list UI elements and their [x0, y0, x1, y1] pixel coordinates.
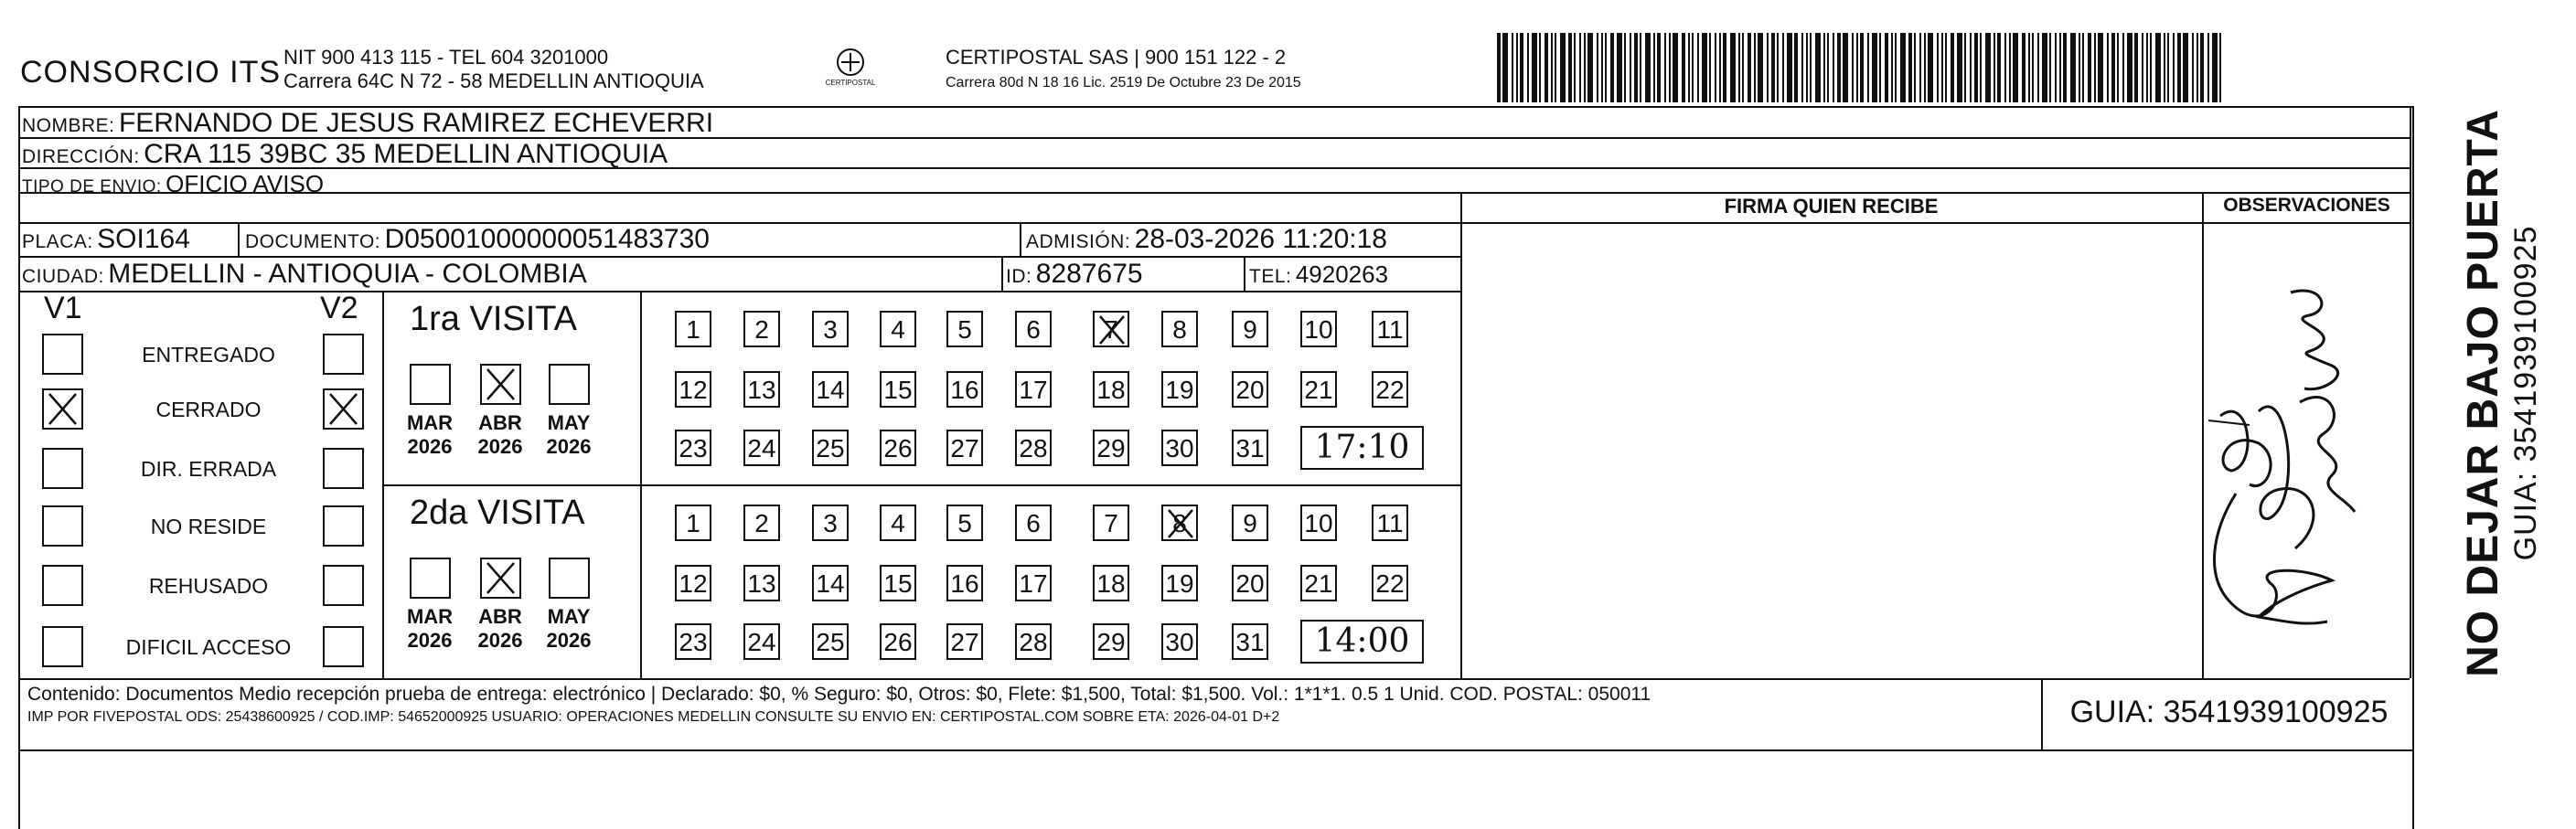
day-box[interactable] [1015, 505, 1052, 541]
month-name: ABR [478, 605, 522, 628]
day-number: 31 [1235, 628, 1265, 656]
direccion-label: DIRECCIÓN: [22, 146, 140, 167]
day-number: 8 [1172, 315, 1187, 344]
day-box[interactable] [946, 623, 983, 660]
day-number: 3 [823, 315, 838, 344]
day-box[interactable] [1015, 565, 1052, 601]
day-box[interactable] [1300, 505, 1337, 541]
day-mark-icon [1095, 313, 1128, 345]
day-box[interactable] [880, 371, 916, 408]
status-label: NO RESIDE [150, 515, 267, 538]
day-box[interactable] [1372, 565, 1408, 601]
day-box[interactable] [946, 430, 983, 466]
day-number: 15 [883, 376, 913, 404]
day-box[interactable] [880, 623, 916, 660]
v1-checkbox[interactable] [42, 448, 83, 489]
day-number: 9 [1243, 509, 1257, 537]
month-year: 2026 [407, 435, 453, 458]
tipo-envio-label: TIPO DE ENVIO: [22, 177, 162, 197]
day-box[interactable] [946, 311, 983, 347]
day-number: 9 [1243, 315, 1257, 344]
signature-scribble-icon [2195, 274, 2414, 658]
day-number: 26 [883, 434, 913, 462]
day-number: 29 [1096, 434, 1126, 462]
day-number: 1 [686, 509, 700, 537]
day-number: 23 [679, 628, 708, 656]
day-number: 30 [1165, 434, 1194, 462]
month-name: ABR [478, 411, 522, 434]
day-box[interactable] [1161, 371, 1198, 408]
day-number: 12 [679, 569, 708, 598]
day-box[interactable] [743, 430, 780, 466]
placa-value: SOI164 [97, 224, 190, 254]
day-box[interactable] [675, 505, 711, 541]
day-number: 18 [1096, 569, 1126, 598]
visit-title: 1ra VISITA [410, 300, 578, 338]
day-box[interactable] [1372, 505, 1408, 541]
day-box[interactable] [1232, 565, 1268, 601]
day-box[interactable] [1015, 371, 1052, 408]
footer-guia: GUIA: 3541939100925 [2069, 695, 2389, 729]
v1-label: V1 [44, 291, 82, 325]
day-number: 4 [891, 315, 905, 344]
month-checkbox[interactable] [480, 364, 521, 405]
day-box[interactable] [1232, 430, 1268, 466]
day-number: 13 [747, 376, 776, 404]
v2-label: V2 [320, 291, 358, 325]
day-box[interactable] [743, 565, 780, 601]
courier-license: Carrera 80d N 18 16 Lic. 2519 De Octubre 23 De 2015 [946, 75, 1301, 90]
day-number: 5 [957, 315, 972, 344]
day-box[interactable] [880, 565, 916, 601]
tipo-envio-value: OFICIO AVISO [166, 170, 325, 197]
day-box[interactable] [675, 430, 711, 466]
day-box[interactable] [946, 371, 983, 408]
courier-logo [823, 42, 878, 99]
month-name: MAY [547, 411, 591, 434]
v1-checkbox[interactable] [42, 505, 83, 547]
nombre-value: FERNANDO DE JESUS RAMIREZ ECHEVERRI [118, 108, 714, 138]
day-box[interactable] [675, 371, 711, 408]
day-number: 10 [1304, 509, 1333, 537]
day-number: 28 [1019, 434, 1048, 462]
admision-row [1026, 224, 1387, 255]
day-number: 7 [1104, 315, 1118, 344]
day-box[interactable] [1093, 623, 1129, 660]
day-mark-icon [1163, 506, 1196, 539]
day-number: 13 [747, 569, 776, 598]
courier-name: CERTIPOSTAL SAS | 900 151 122 - 2 [946, 46, 1287, 69]
day-number: 19 [1165, 376, 1194, 404]
id-value: 8287675 [1035, 259, 1143, 289]
day-box[interactable] [1161, 430, 1198, 466]
day-number: 18 [1096, 376, 1126, 404]
day-box[interactable] [743, 623, 780, 660]
month-checkbox[interactable] [410, 364, 451, 405]
status-label: ENTREGADO [142, 343, 275, 367]
day-box[interactable] [1232, 311, 1268, 347]
day-number: 17 [1019, 569, 1048, 598]
admision-value: 28-03-2026 11:20:18 [1134, 224, 1387, 254]
status-label: REHUSADO [148, 574, 269, 598]
day-box[interactable] [743, 371, 780, 408]
tel-value: 4920263 [1295, 260, 1389, 288]
side-guia: GUIA: 3541939100925 [2508, 225, 2543, 561]
day-box[interactable] [880, 311, 916, 347]
footer-line2: IMP POR FIVEPOSTAL ODS: 25438600925 / COD.IMP: 54652000925 USUARIO: OPERACIONES MEDELLIN CONSULTE SU ENVIO EN: CERTIPOSTAL.COM SOBRE ETA: 2026-04-01 D+2 [27, 709, 1280, 725]
day-box[interactable] [1093, 371, 1129, 408]
day-box[interactable] [1232, 505, 1268, 541]
ciudad-row [22, 259, 587, 290]
admision-label: ADMISIÓN: [1026, 231, 1131, 252]
day-number: 11 [1376, 315, 1404, 344]
day-box[interactable] [812, 623, 849, 660]
day-number: 27 [950, 628, 979, 656]
documento-row [245, 224, 710, 255]
day-box[interactable] [946, 565, 983, 601]
documento-value: D05001000000051483730 [384, 224, 710, 254]
day-number: 4 [891, 509, 905, 537]
nombre-row [22, 108, 713, 139]
day-box[interactable] [1015, 623, 1052, 660]
day-number: 16 [950, 569, 979, 598]
placa-label: PLACA: [22, 231, 93, 252]
courier-logo-icon [823, 42, 878, 99]
month-checkbox[interactable] [410, 558, 451, 599]
observaciones-header: OBSERVACIONES [2223, 195, 2390, 216]
day-number: 15 [883, 569, 913, 598]
month-checkbox[interactable] [549, 558, 590, 599]
ciudad-label: CIUDAD: [22, 266, 104, 287]
day-box[interactable] [1300, 565, 1337, 601]
visit-time: 14:00 [1300, 620, 1424, 664]
day-number: 20 [1235, 376, 1265, 404]
day-box[interactable] [1161, 311, 1198, 347]
day-number: 21 [1304, 569, 1333, 598]
day-box[interactable] [812, 371, 849, 408]
status-label: DIFICIL ACCESO [125, 635, 292, 659]
day-box[interactable] [1372, 371, 1408, 408]
visit-title: 2da VISITA [410, 494, 585, 532]
day-box[interactable] [1232, 371, 1268, 408]
day-number: 24 [747, 628, 776, 656]
day-box[interactable] [812, 430, 849, 466]
day-number: 6 [1026, 315, 1041, 344]
company-nit: NIT 900 413 115 - TEL 604 3201000 [283, 46, 609, 69]
day-number: 11 [1376, 509, 1404, 537]
barcode [1497, 33, 2227, 102]
no-dejar-bajo-puerta: NO DEJAR BAJO PUERTA [2459, 109, 2507, 677]
v2-checkbox[interactable] [323, 626, 364, 667]
day-number: 16 [950, 376, 979, 404]
day-box[interactable] [1015, 311, 1052, 347]
day-number: 14 [816, 569, 845, 598]
v2-checkbox[interactable] [323, 388, 364, 430]
day-box[interactable] [1300, 311, 1337, 347]
v2-checkbox[interactable] [323, 565, 364, 606]
tel-label: TEL: [1249, 266, 1292, 287]
day-number: 12 [679, 376, 708, 404]
day-number: 29 [1096, 628, 1126, 656]
day-box[interactable] [1161, 505, 1198, 541]
day-number: 5 [957, 509, 972, 537]
day-box[interactable] [1093, 565, 1129, 601]
month-year: 2026 [546, 629, 592, 652]
month-year: 2026 [546, 435, 592, 458]
month-year: 2026 [477, 629, 523, 652]
day-number: 19 [1165, 569, 1194, 598]
day-box[interactable] [1232, 623, 1268, 660]
day-box[interactable] [675, 623, 711, 660]
barcode-image [1497, 33, 2227, 102]
day-box[interactable] [1161, 565, 1198, 601]
day-number: 28 [1019, 628, 1048, 656]
day-number: 3 [823, 509, 838, 537]
v1-checkbox[interactable] [42, 565, 83, 606]
day-number: 17 [1019, 376, 1048, 404]
direccion-row [22, 139, 668, 170]
courier-logo-text: CERTIPOSTAL [825, 79, 876, 87]
month-name: MAR [406, 605, 454, 628]
day-box[interactable] [743, 505, 780, 541]
day-number: 22 [1375, 569, 1405, 598]
nombre-label: NOMBRE: [22, 115, 115, 136]
day-box[interactable] [1300, 371, 1337, 408]
day-box[interactable] [743, 311, 780, 347]
tel-row [1249, 260, 1388, 289]
company-name: CONSORCIO ITS [20, 55, 282, 90]
ciudad-value: MEDELLIN - ANTIOQUIA - COLOMBIA [108, 259, 587, 289]
day-number: 1 [686, 315, 700, 344]
month-year: 2026 [407, 629, 453, 652]
signature-header: FIRMA QUIEN RECIBE [1724, 195, 1939, 218]
placa-row [22, 224, 190, 255]
day-number: 27 [950, 434, 979, 462]
company-address: Carrera 64C N 72 - 58 MEDELLIN ANTIOQUIA [283, 69, 704, 92]
status-label: DIR. ERRADA [140, 457, 277, 481]
recipient-signature [2195, 274, 2414, 658]
v1-checkbox[interactable] [42, 626, 83, 667]
day-number: 25 [816, 628, 845, 656]
v1-checkbox[interactable] [42, 388, 83, 430]
v2-checkbox[interactable] [323, 334, 364, 375]
day-number: 8 [1172, 509, 1187, 537]
v2-checkbox[interactable] [323, 505, 364, 547]
day-number: 6 [1026, 509, 1041, 537]
tipo-envio-row [22, 170, 324, 198]
day-box[interactable] [812, 505, 849, 541]
day-number: 20 [1235, 569, 1265, 598]
month-checkbox[interactable] [480, 558, 521, 599]
day-box[interactable] [1093, 430, 1129, 466]
day-number: 30 [1165, 628, 1194, 656]
day-number: 25 [816, 434, 845, 462]
day-number: 14 [816, 376, 845, 404]
month-year: 2026 [477, 435, 523, 458]
month-name: MAR [406, 411, 454, 434]
day-box[interactable] [675, 311, 711, 347]
day-number: 31 [1235, 434, 1265, 462]
day-box[interactable] [812, 311, 849, 347]
day-box[interactable] [1372, 311, 1408, 347]
day-box[interactable] [1093, 505, 1129, 541]
day-number: 2 [754, 315, 769, 344]
documento-label: DOCUMENTO: [245, 231, 381, 252]
day-number: 26 [883, 628, 913, 656]
day-number: 2 [754, 509, 769, 537]
day-number: 22 [1375, 376, 1405, 404]
direccion-value: CRA 115 39BC 35 MEDELLIN ANTIOQUIA [144, 139, 668, 169]
v2-checkbox[interactable] [323, 448, 364, 489]
day-box[interactable] [946, 505, 983, 541]
month-checkbox[interactable] [549, 364, 590, 405]
day-box[interactable] [675, 565, 711, 601]
day-number: 7 [1104, 509, 1118, 537]
footer-line1: Contenido: Documentos Medio recepción prueba de entrega: electrónico | Declarado: $0, % Seguro: $0, Otros: $0, Flete: $1,500, Total: $1,500. Vol.: 1*1*1. 0.5 1 Unid. COD. POSTAL: 050011 [27, 684, 1651, 705]
day-box[interactable] [1161, 623, 1198, 660]
day-number: 10 [1304, 315, 1333, 344]
day-number: 21 [1304, 376, 1333, 404]
day-box[interactable] [1015, 430, 1052, 466]
v1-checkbox[interactable] [42, 334, 83, 375]
status-label: CERRADO [155, 398, 262, 421]
month-name: MAY [547, 605, 591, 628]
id-label: ID: [1006, 266, 1032, 287]
day-number: 24 [747, 434, 776, 462]
day-number: 23 [679, 434, 708, 462]
day-box[interactable] [1093, 311, 1129, 347]
day-box[interactable] [880, 505, 916, 541]
id-row [1006, 259, 1143, 290]
day-box[interactable] [880, 430, 916, 466]
visit-time: 17:10 [1300, 426, 1424, 470]
day-box[interactable] [812, 565, 849, 601]
